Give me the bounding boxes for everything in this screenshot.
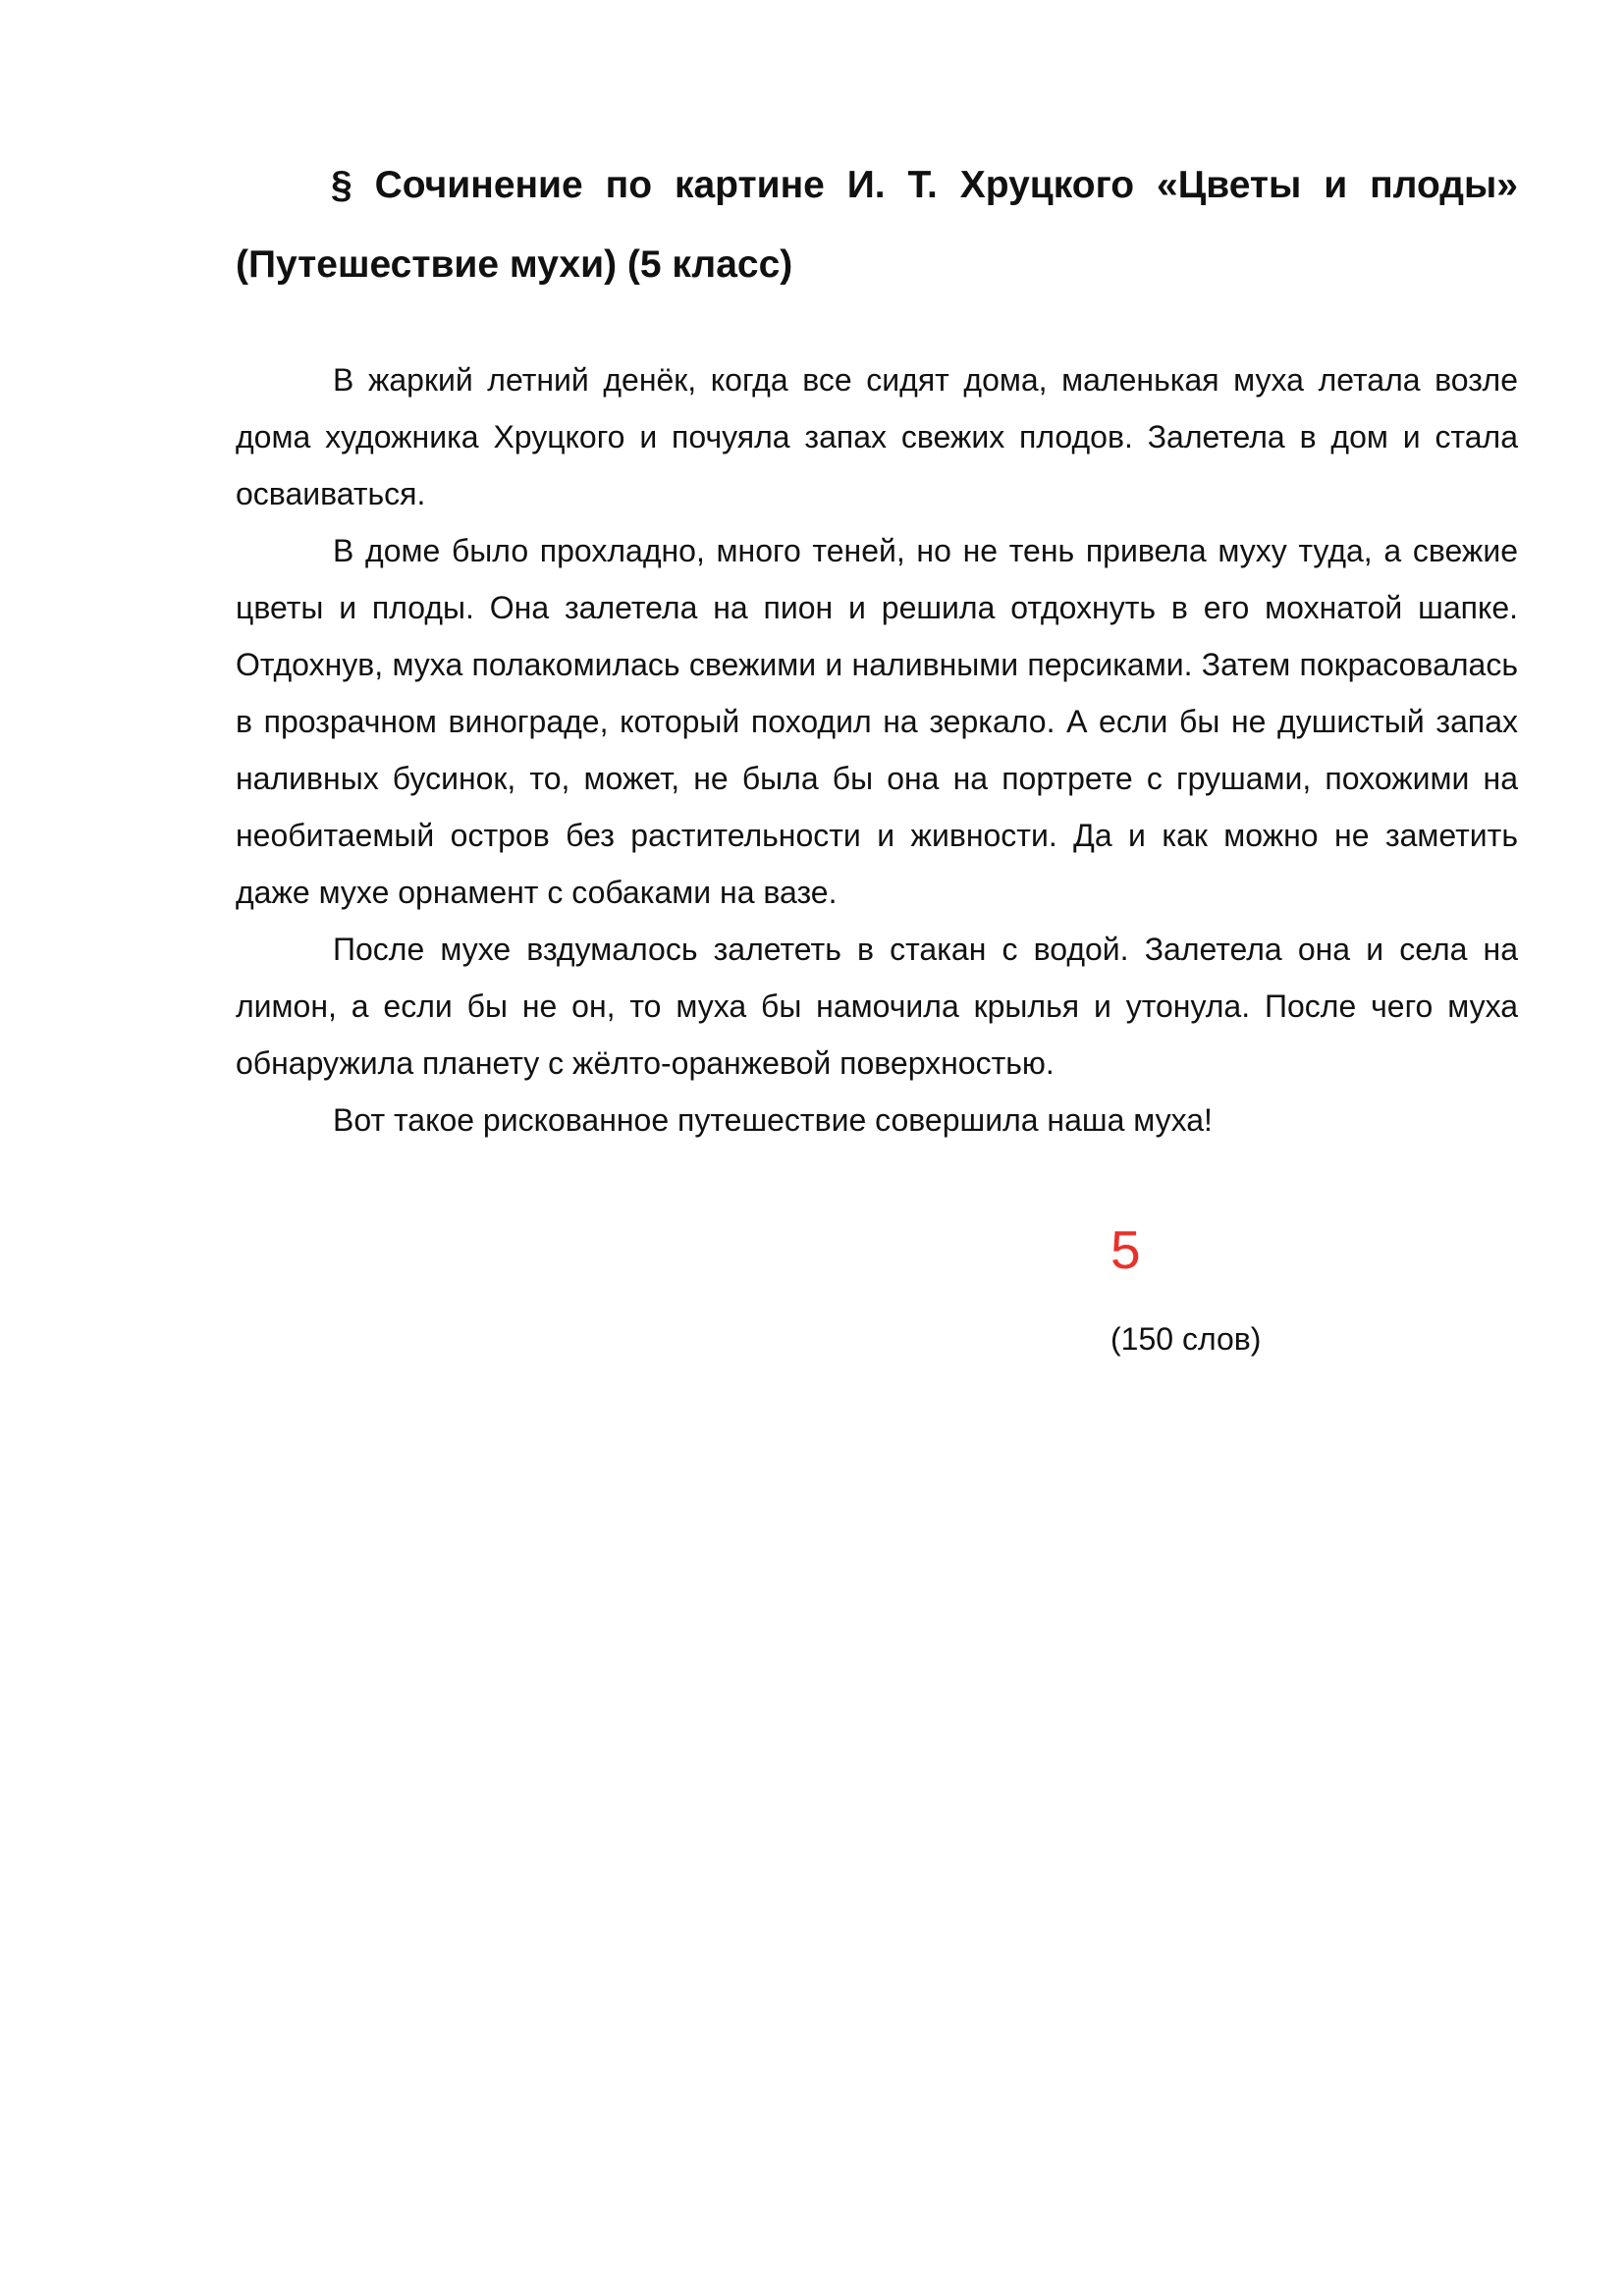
essay-paragraph-1: В жаркий летний денёк, когда все сидят дома, маленькая муха летала возле дома художника Хруцкого и почуяла запах свежих плодов. Залетела в дом и стала осваиваться. — [236, 362, 1518, 511]
essay-paragraph-3: После мухе вздумалось залететь в стакан с водой. Залетела она и села на лимон, а если бы не он, то муха бы намочила крылья и утонула. После чего муха обнаружила планету с жёлто-оранжевой поверхностью. — [236, 932, 1518, 1081]
grade-mark: 5 — [1110, 1219, 1141, 1280]
word-count: (150 слов) — [1110, 1321, 1262, 1357]
essay-body — [236, 351, 1518, 1148]
essay-content — [236, 145, 1518, 1148]
essay-title: § Сочинение по картине И. Т. Хруцкого «Цветы и плоды» (Путешествие мухи) (5 класс) — [236, 164, 1518, 286]
essay-paragraph-2: В доме было прохладно, много теней, но не тень привела муху туда, а свежие цветы и плоды. Она залетела на пион и решила отдохнуть в его мохнатой шапке. Отдохнув, муха полакомилась свежими и наливными персиками. Затем покрасовалась в прозрачном винограде, который походил на зеркало. А если бы не душистый запах наливных бусинок, то, может, не была бы она на портрете с грушами, похожими на необитаемый остров без растительности и живности. Да и как можно не заметить даже мухе орнамент с собаками на вазе. — [236, 533, 1518, 910]
essay-paragraph-4: Вот такое рискованное путешествие совершила наша муха! — [333, 1102, 1213, 1138]
